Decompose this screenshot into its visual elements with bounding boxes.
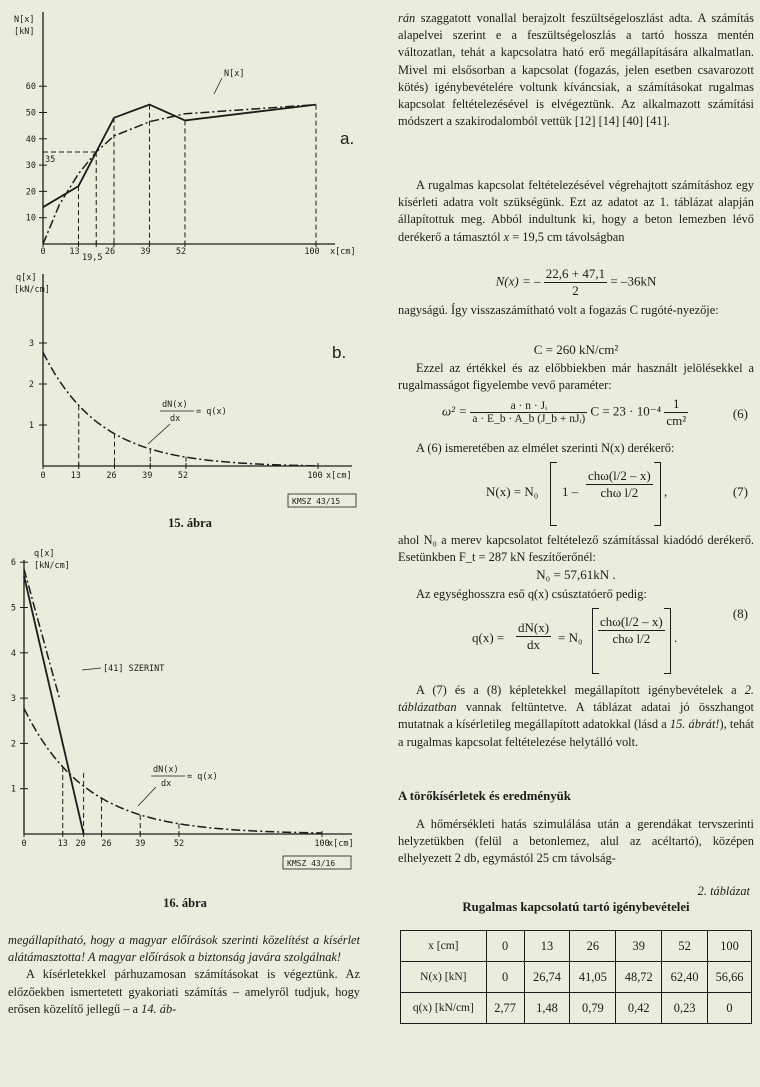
table2-cell: 0,23: [662, 993, 708, 1024]
fig16-xunit: x[cm]: [328, 839, 354, 849]
table2-cell: 56,66: [708, 962, 752, 993]
rt-p1-ref: rán: [398, 11, 416, 25]
left-paragraph-2-ref: 14. áb-: [141, 1001, 177, 1016]
eq4-fraction: [586, 468, 653, 501]
fig16-deriv-rhs: = q(x): [187, 772, 218, 782]
eq1-den: 2: [572, 283, 579, 298]
fig16-yunit: [kN/cm]: [34, 561, 70, 571]
fig16-deriv-den: dx: [161, 779, 172, 789]
eq1-fraction: [544, 266, 607, 299]
eq4-bracket-right: [654, 462, 661, 526]
fig16-xtick-label: 39: [135, 839, 146, 849]
fig16-xtick-label: 52: [173, 839, 185, 849]
fig16-ytick-label: 4: [10, 648, 16, 659]
fig16-line-label-pointer: [82, 668, 101, 670]
right-paragraph-3: nagyságú. Így visszaszámítható volt a fogazás C rugóté-nyezője:: [398, 303, 719, 317]
fig15a-curve-label: N[x]: [224, 69, 245, 79]
eq6-lhs: q(x) =: [472, 630, 505, 645]
fig16-stamp: KMSZ 43/16: [287, 859, 336, 868]
table2-cell: 0,79: [570, 993, 616, 1024]
section-heading: A törőkísérletek és eredményük: [398, 789, 571, 803]
equation-1: [398, 266, 754, 299]
figure-16: [0, 544, 380, 880]
fig15a-ytick-label: 30: [25, 161, 36, 172]
fig16-ytick-label: 1: [10, 784, 16, 795]
fig16-ytick-label: 6: [10, 558, 16, 569]
right-paragraph-2: [398, 177, 754, 246]
eq6-den: chω l/2: [612, 631, 651, 646]
eq3-mid: C = 23 · 10⁻⁴: [590, 403, 662, 419]
rt-p8-e: ), tehát a rugalmas kapcsolat feltételezése helytálló volt.: [398, 717, 754, 749]
eq6-fraction: [598, 614, 665, 647]
fig15b-ylabel: q[x]: [16, 273, 37, 283]
fig16-ytick-label: 5: [10, 603, 16, 614]
left-paragraph-2: [8, 966, 360, 1018]
table2-row: [401, 962, 752, 993]
table2-row-header: N(x) [kN]: [401, 962, 487, 993]
rt-p8-c: vannak feltüntetve. A táblázat adatai jó összhangot mutatnak a kísérletileg megállapított adatokkal (lásd a: [398, 700, 754, 732]
fig16-xtick-label: 100: [314, 839, 330, 849]
fig15-caption: 15. ábra: [168, 516, 212, 530]
fig15a-ymark-label: 35: [45, 154, 56, 165]
table2-cell: 2,77: [486, 993, 524, 1024]
fig15b-xtick-label: 52: [177, 471, 189, 481]
eq4-bracket-left: [550, 462, 557, 526]
eq4-one: 1 –: [562, 484, 579, 499]
fig16-deriv-pointer: [138, 787, 156, 806]
eq4-den: chω l/2: [600, 485, 639, 500]
fig15a-xunit: x[cm]: [330, 247, 356, 257]
fig16-caption: 16. ábra: [163, 896, 207, 910]
fig16-xtick-label: 26: [101, 839, 112, 849]
table2-cell: 52: [662, 931, 708, 962]
fig15b-xtick-label: 0: [40, 471, 46, 481]
fig15a-xtick-label: 52: [175, 247, 187, 257]
fig15a-xtick-label: 39: [140, 247, 151, 257]
eq6-deriv-num: dN(x): [518, 620, 550, 635]
fig15b-ytick-label: 2: [28, 380, 34, 390]
figure-15a: [0, 0, 380, 262]
table2-cell: 39: [616, 931, 662, 962]
table2-cell: 26: [570, 931, 616, 962]
eq6-number: (8): [732, 606, 748, 621]
fig16-ytick-label: 2: [10, 739, 16, 750]
fig15a-measured-line: [43, 105, 316, 208]
table2-cell: 0,42: [616, 993, 662, 1024]
right-paragraph-6: ahol N₀ a merev kapcsolatot feltételező számítással kiadódó derékerő. Esetünkben F_t = 287 kN feszítőerőnél:: [398, 533, 754, 565]
table2-cell: 48,72: [616, 962, 662, 993]
eq1-lhs: N(x) = –: [495, 273, 541, 289]
left-paragraph-1: megállapítható, hogy a magyar előírások szerinti közelítést a kísérlet alátámasztotta! A magyar előírások a biztonság javára szolgálnak!: [8, 933, 360, 965]
fig15a-ytick-label: 50: [25, 108, 36, 119]
fig15b-xunit: x[cm]: [326, 471, 352, 481]
right-paragraph-7: Az egységhosszra eső q(x) csúsztatóerő pedig:: [416, 587, 647, 601]
fig16-deriv-num: dN(x): [153, 765, 179, 775]
table2-row-header: q(x) [kN/cm]: [401, 993, 487, 1024]
eq3-num: a · n · Jᵢ: [470, 400, 587, 413]
fig15a-ytick-label: 10: [25, 213, 36, 224]
figure-15b: [0, 264, 380, 514]
fig15b-xtick-label: 13: [70, 471, 81, 481]
eq3-lhs: ω² =: [442, 403, 468, 419]
right-paragraph-9: A hőmérsékleti hatás szimulálása után a gerendákat tervszerinti helyzetükben (felül a betonlemez, alul az acéltartó), középen elhelyezett 2 db, egymástól 25 cm távolság-: [398, 817, 754, 866]
left-paragraph-2-text: A kísérletekkel párhuzamosan számításokat is végeztünk. Az előzőekben ismertetett gyakoriati számítás – amelyről tudjuk, hogy erősen közelítő jellegű – a: [8, 967, 360, 1016]
table2-cell: 0: [486, 931, 524, 962]
right-paragraph-8: [398, 682, 754, 751]
fig16-line-label: [41] SZERINT: [103, 664, 165, 674]
rt-p2-var: x: [503, 229, 510, 244]
fig15b-deriv-pointer: [148, 424, 170, 444]
table2-cell: 13: [524, 931, 570, 962]
fig15b-xtick-label: 100: [307, 471, 323, 481]
rt-p2-tail: = 19,5 cm távolságban: [509, 229, 625, 244]
rt-p2-text: A rugalmas kapcsolat feltételezésével végrehajtott számításhoz egy kísérleti adatra volt szükségünk. Ezt az adatot az 1. táblázat alapján állapítottuk meg. Abból indultunk ki, hogy a beton lemezben lévő derékerő a támasztól: [398, 178, 754, 244]
table2-cell: 1,48: [524, 993, 570, 1024]
table2-title: Rugalmas kapcsolatú tartó igénybevételei: [462, 900, 690, 914]
right-paragraph-1: [398, 10, 754, 130]
rt-p8-a: A (7) és a (8) képletekkel megállapított igénybevételek a: [416, 683, 745, 697]
fig15a-xtick-label: 13: [69, 247, 80, 257]
fig15b-stamp: KMSZ 43/15: [292, 497, 341, 506]
eq4-num: chω(l/2 – x): [588, 468, 651, 483]
table2-cell: 26,74: [524, 962, 570, 993]
fig16-ref-line: [24, 576, 84, 834]
eq3-unit-den: cm²: [666, 413, 687, 428]
table2-label: 2. táblázat: [697, 884, 750, 898]
fig15a-ytick-label: 60: [25, 82, 36, 93]
fig15a-xtick-label: 26: [104, 247, 116, 257]
fig16-xtick-label: 0: [21, 839, 27, 849]
table2: [400, 930, 752, 1024]
fig15a-ytick-label: 20: [25, 187, 36, 198]
eq6-mid: = N₀: [558, 630, 583, 645]
eq6-deriv: [516, 620, 551, 653]
table2-cell: 62,40: [662, 962, 708, 993]
eq3-number: (6): [732, 406, 748, 421]
fig15b-deriv-num: dN(x): [162, 400, 188, 410]
eq4-number: (7): [732, 484, 748, 499]
eq6-bracket-right: [664, 608, 671, 674]
fig16-xtick-label: 13: [57, 839, 68, 849]
right-paragraph-5: A (6) ismeretében az elmélet szerinti N(x) derékerő:: [416, 441, 675, 455]
table2-cell: 100: [708, 931, 752, 962]
fig16-ylabel: q[x]: [34, 549, 55, 559]
equation-5: N₀ = 57,61kN .: [536, 567, 616, 582]
fig16-upper-curve: [24, 569, 60, 700]
fig15a-xtick-label: 0: [40, 247, 46, 257]
fig15a-ytick-label: 40: [25, 134, 36, 145]
fig16-xtick-label: 20: [75, 839, 86, 849]
table2-row: [401, 931, 752, 962]
rt-p8-d: 15. ábrát!: [669, 717, 720, 732]
eq6-num: chω(l/2 – x): [600, 614, 663, 629]
fig15a-xtick-label: 19,5: [81, 253, 103, 262]
table2-cell: 0: [708, 993, 752, 1024]
left-column-text: [8, 932, 360, 1018]
fig15b-ytick-label: 3: [28, 339, 34, 349]
eq3-den: a · E_b · A_b (J_b + nJᵢ): [472, 413, 586, 425]
eq6-deriv-den: dx: [527, 637, 541, 652]
eq3-unit: [664, 396, 688, 429]
table2-cell: 41,05: [570, 962, 616, 993]
fig15b-xtick-label: 39: [142, 471, 153, 481]
table2-row: [401, 993, 752, 1024]
fig15b-deriv-rhs: = q(x): [196, 407, 227, 417]
eq4-lhs: N(x) = N₀: [486, 484, 539, 499]
eq6-tail: .: [674, 630, 678, 645]
fig15b-xtick-label: 26: [106, 471, 117, 481]
table2-cell: 0: [486, 962, 524, 993]
eq4-tail: ,: [664, 484, 668, 499]
table2-row-header: x [cm]: [401, 931, 487, 962]
equation-2: C = 260 kN/cm²: [533, 342, 619, 357]
fig15a-label: a.: [340, 129, 355, 148]
fig15b-deriv-den: dx: [170, 414, 181, 424]
fig15b-yunit: [kN/cm]: [14, 285, 50, 295]
equation-6: [398, 606, 754, 678]
fig16-ytick-label: 3: [10, 694, 16, 705]
right-paragraph-4: Ezzel az értékkel és az előbbiekben már használt jelölésekkel a rugalmasságot figyelembe vevő paraméter:: [398, 361, 754, 393]
eq1-rhs: = –36kN: [610, 273, 657, 289]
equation-3: [398, 396, 754, 429]
eq1-num: 22,6 + 47,1: [545, 266, 606, 281]
eq3-fraction: [470, 400, 587, 425]
fig15a-xtick-label: 100: [304, 247, 320, 257]
fig15a-ylabel: N[x]: [14, 15, 35, 25]
equation-4: [398, 460, 754, 530]
rt-p1-text: szaggatott vonallal berajzolt feszültségeloszlást adta. A számítás alapelvei szerint e a feszültségeloszlás a tartó hossza mentén változatlan, tehát a kapcsolatra ható erő megállapítására alkalmatlan. Mivel mi elsősorban a kapcsolat (fogazás, jelen esetben csavarozott kötés) igénybevételére voltunk kíváncsiak, a számításokat rugalmas kapcsolat feltételezésével is elvégeztünk. Az alkalmazott számítási módszert a szakirodalomból vettük [12] [14] [40] [41].: [398, 11, 754, 129]
fig15a-yunit: [kN]: [14, 27, 35, 37]
fig15b-label: b.: [332, 343, 347, 362]
fig15b-ytick-label: 1: [28, 421, 34, 431]
fig15a-curve-pointer: [214, 78, 222, 94]
rt-p8-b: 2. táblázatban: [398, 683, 754, 715]
eq3-unit-num: 1: [664, 396, 688, 413]
